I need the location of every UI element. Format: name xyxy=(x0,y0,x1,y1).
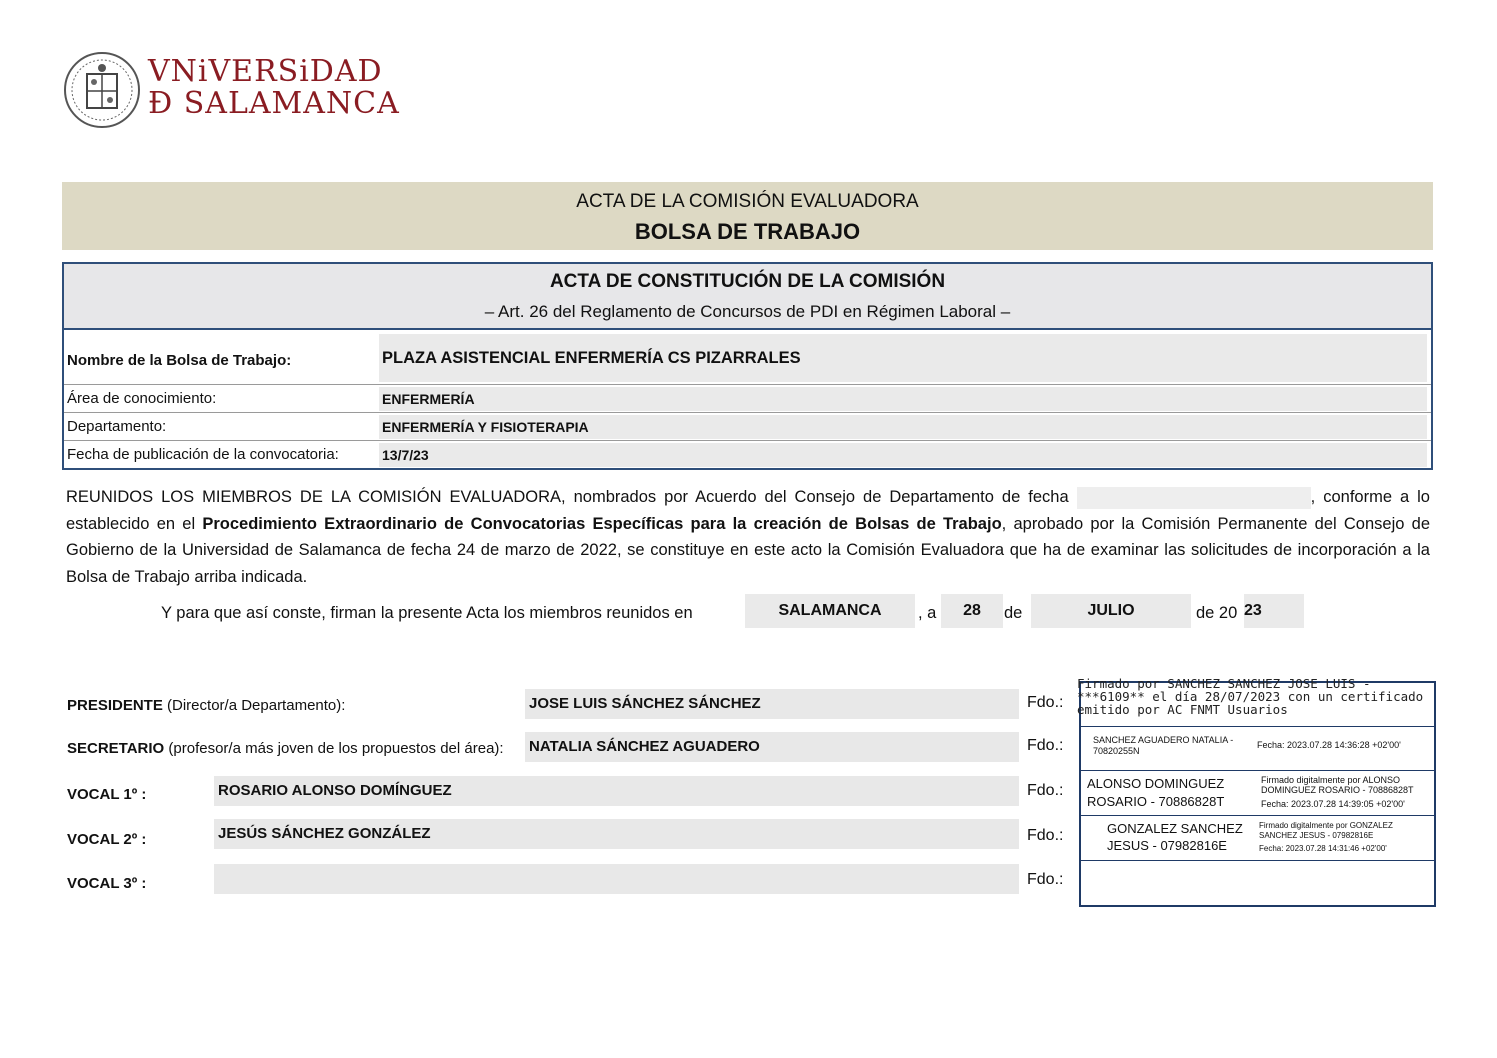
logo-line-1: VNiVERSiDAD xyxy=(148,54,383,89)
procedure-name: Procedimiento Extraordinario de Convocatorias Específicas para la creación de Bolsas de Trabajo xyxy=(202,514,1002,533)
row-value: ENFERMERÍA Y FISIOTERAPIA xyxy=(379,415,1427,439)
body-paragraph xyxy=(66,484,1430,590)
vocal2-name-field[interactable]: JESÚS SÁNCHEZ GONZÁLEZ xyxy=(214,819,1019,849)
signature-vocal-2 xyxy=(1081,816,1434,861)
logo-line-2: Ð SALAMANCA xyxy=(148,86,400,121)
president-label xyxy=(67,697,345,714)
place-field[interactable]: SALAMANCA xyxy=(745,594,915,628)
president-name-field[interactable]: JOSE LUIS SÁNCHEZ SÁNCHEZ xyxy=(525,689,1019,719)
fdo-label: Fdo.: xyxy=(1027,737,1064,754)
day-field[interactable]: 28 xyxy=(941,594,1003,628)
signature-name: GONZALEZ SANCHEZ JESUS - 07982816E xyxy=(1107,821,1243,853)
vocal1-name-field[interactable]: ROSARIO ALONSO DOMÍNGUEZ xyxy=(214,776,1019,806)
signature-panel xyxy=(1077,676,1436,907)
row-label: Departamento: xyxy=(67,418,167,435)
table-row xyxy=(64,330,1431,385)
signature-date: Fecha: 2023.07.28 14:31:46 +02'00' xyxy=(1259,844,1387,853)
role-detail: (Director/a Departamento): xyxy=(162,697,346,714)
row-value: ENFERMERÍA xyxy=(379,387,1427,411)
vocal1-label: VOCAL 1º : xyxy=(67,786,147,803)
paragraph-part-1: REUNIDOS LOS MIEMBROS DE LA COMISIÓN EVALUADORA, nombrados por Acuerdo del Consejo de Departamento de fecha xyxy=(66,488,1069,506)
role-detail: (profesor/a más joven de los propuestos del área): xyxy=(164,740,504,757)
row-label: Fecha de publicación de la convocatoria: xyxy=(67,446,339,463)
row-value: 13/7/23 xyxy=(379,443,1427,467)
role-name: SECRETARIO xyxy=(67,740,165,757)
row-label: Área de conocimiento: xyxy=(67,390,217,407)
signature-info: Firmado digitalmente por GONZALEZ SANCHEZ JESUS - 07982816E xyxy=(1259,821,1393,840)
signline-year-prefix: de 20 xyxy=(1196,604,1238,622)
fdo-label: Fdo.: xyxy=(1027,694,1064,711)
fdo-label: Fdo.: xyxy=(1027,871,1064,888)
signature-vocal-1 xyxy=(1081,771,1434,816)
header-line-1: ACTA DE LA COMISIÓN EVALUADORA xyxy=(576,191,919,212)
university-seal-icon xyxy=(62,50,142,130)
paragraph-part-2: , conforme a lo establecido en el xyxy=(66,488,1430,533)
signline-de: de xyxy=(1004,604,1023,622)
council-date-field[interactable] xyxy=(1077,487,1311,509)
signature-president xyxy=(1077,676,1434,727)
header-line-2: BOLSA DE TRABAJO xyxy=(634,219,861,244)
row-label: Nombre de la Bolsa de Trabajo: xyxy=(67,352,292,369)
role-name: PRESIDENTE xyxy=(67,697,163,714)
signature-date: Fecha: 2023.07.28 14:36:28 +02'00' xyxy=(1257,740,1401,750)
signature-info: Firmado digitalmente por ALONSO DOMINGUEZ ROSARIO - 70886828T xyxy=(1261,775,1414,795)
acta-table xyxy=(62,262,1433,470)
paragraph-part-3: , aprobado por la Comisión Permanente del Consejo de Gobierno de la Universidad de Salamanca de fecha 24 de marzo de 2022, se constituye en este acto la Comisión Evaluadora que ha de examinar las solicitudes de incorporación a la Bolsa de Trabajo arriba indicada. xyxy=(66,514,1431,586)
secretary-label xyxy=(67,740,504,757)
vocal3-name-field[interactable] xyxy=(214,864,1019,894)
signature-name: SANCHEZ AGUADERO NATALIA - 70820255N xyxy=(1093,735,1234,756)
fdo-label: Fdo.: xyxy=(1027,827,1064,844)
vocal2-label: VOCAL 2º : xyxy=(67,831,147,848)
month-field[interactable]: JULIO xyxy=(1031,594,1191,628)
acta-title: ACTA DE CONSTITUCIÓN DE LA COMISIÓN xyxy=(549,271,946,292)
table-row xyxy=(64,441,1431,468)
acta-subtitle: – Art. 26 del Reglamento de Concursos de PDI en Régimen Laboral – xyxy=(484,302,1011,321)
vocal3-label: VOCAL 3º : xyxy=(67,875,147,892)
table-row xyxy=(64,385,1431,413)
row-value: PLAZA ASISTENCIAL ENFERMERÍA CS PIZARRALES xyxy=(379,334,1427,382)
header-band xyxy=(62,182,1433,250)
signline-prefix: Y para que así conste, firman la presente Acta los miembros reunidos en xyxy=(161,604,693,622)
year-field[interactable]: 23 xyxy=(1244,594,1304,628)
secretary-name-field[interactable]: NATALIA SÁNCHEZ AGUADERO xyxy=(525,732,1019,762)
fdo-label: Fdo.: xyxy=(1027,782,1064,799)
university-logo-text xyxy=(148,56,400,120)
table-row xyxy=(64,413,1431,441)
signature-secretary xyxy=(1081,727,1434,771)
signline-a: , a xyxy=(918,604,937,622)
acta-table-header xyxy=(64,264,1431,330)
signature-name: ALONSO DOMINGUEZ ROSARIO - 70886828T xyxy=(1087,776,1225,809)
signature-date: Fecha: 2023.07.28 14:39:05 +02'00' xyxy=(1261,799,1405,809)
signature-text: Firmado por SANCHEZ SANCHEZ JOSE LUIS - ***6109** el día 28/07/2023 con un certificado emitido por AC FNMT Usuarios xyxy=(1077,676,1424,717)
